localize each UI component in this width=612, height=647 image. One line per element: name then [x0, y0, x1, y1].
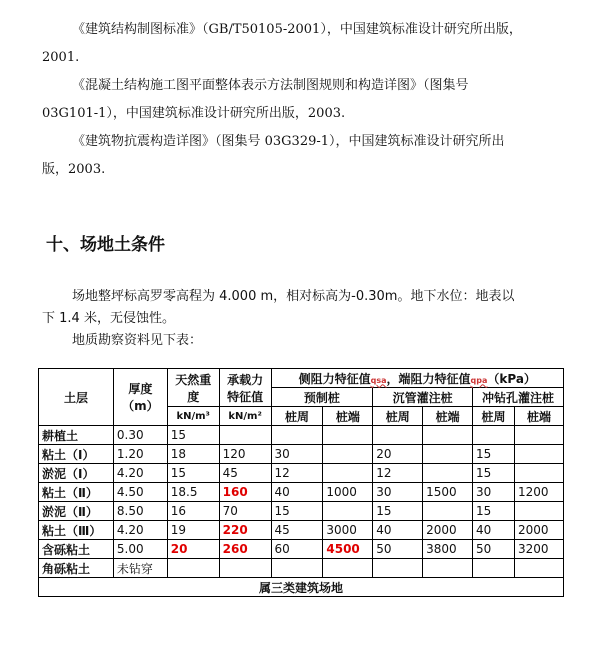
- cell-p3e: 1200: [514, 483, 563, 502]
- header-group-pre: 侧阻力特征值: [298, 371, 371, 386]
- cell-thick: 0.30: [113, 426, 167, 445]
- cell-name: 粘土（Ⅱ）: [39, 483, 114, 502]
- header-pile-precast: 预制桩: [271, 388, 373, 407]
- reference-1-line-2: 2001.: [42, 50, 80, 65]
- header-side: 桩周: [473, 407, 515, 426]
- header-resistance-group: [271, 369, 563, 388]
- header-layer: 土层: [39, 369, 114, 426]
- cell-p2s: 30: [373, 483, 423, 502]
- table-row: [39, 502, 564, 521]
- cell-p3e: 3200: [514, 540, 563, 559]
- cell-p3s: [473, 559, 515, 578]
- reference-1-line-1: 《建筑结构制图标准》（GB/T50105-2001），中国建筑标准设计研究所出版，: [72, 22, 522, 37]
- cell-p2s: 50: [373, 540, 423, 559]
- cell-p1s: [271, 559, 323, 578]
- soil-table: [38, 368, 564, 597]
- reference-1: [42, 16, 562, 72]
- cell-thick: 4.50: [113, 483, 167, 502]
- cell-density: 18: [167, 445, 219, 464]
- cell-p1s: 12: [271, 464, 323, 483]
- header-end: 桩端: [323, 407, 373, 426]
- cell-p2e: 2000: [423, 521, 473, 540]
- cell-p2e: [423, 426, 473, 445]
- table-row: [39, 483, 564, 502]
- cell-p1e: 1000: [323, 483, 373, 502]
- cell-p2s: 12: [373, 464, 423, 483]
- cell-p1s: [271, 426, 323, 445]
- table-row: [39, 521, 564, 540]
- header-density: [167, 369, 219, 407]
- cell-thick: 1.20: [113, 445, 167, 464]
- cell-thick: 8.50: [113, 502, 167, 521]
- header-pile-sunk: 沉管灌注桩: [373, 388, 473, 407]
- cell-p2e: 3800: [423, 540, 473, 559]
- header-row-1: [39, 369, 564, 388]
- header-bearing-line-2: 特征值: [227, 389, 264, 404]
- cell-density: 16: [167, 502, 219, 521]
- cell-p3s: 40: [473, 521, 515, 540]
- site-paragraph: [42, 286, 562, 330]
- cell-thick: 未钻穿: [113, 559, 167, 578]
- header-group-mid: ，端阻力特征值: [386, 371, 471, 386]
- cell-p3s: [473, 426, 515, 445]
- reference-3: [42, 128, 562, 184]
- header-side: 桩周: [271, 407, 323, 426]
- cell-name: 耕植土: [39, 426, 114, 445]
- cell-p3e: [514, 426, 563, 445]
- table-row: [39, 464, 564, 483]
- cell-p1s: 40: [271, 483, 323, 502]
- header-bearing-line-1: 承载力: [227, 372, 264, 387]
- cell-bearing: 70: [219, 502, 271, 521]
- cell-p2s: [373, 426, 423, 445]
- table-row: [39, 426, 564, 445]
- cell-p2e: [423, 559, 473, 578]
- header-group-post: （kPa）: [487, 371, 536, 386]
- header-density-line-2: 度: [187, 389, 200, 404]
- cell-p3s: 50: [473, 540, 515, 559]
- header-end: 桩端: [423, 407, 473, 426]
- header-group-sub-qpa: qpa: [470, 375, 488, 385]
- cell-p2s: 40: [373, 521, 423, 540]
- cell-thick: 4.20: [113, 464, 167, 483]
- reference-2-line-1: 《混凝土结构施工图平面整体表示方法制图规则和构造详图》（图集号: [72, 78, 469, 93]
- footer-row: [39, 578, 564, 597]
- cell-p2s: 15: [373, 502, 423, 521]
- cell-bearing: 160: [219, 483, 271, 502]
- cell-p3e: 2000: [514, 521, 563, 540]
- cell-name: 含砾粘土: [39, 540, 114, 559]
- cell-bearing: 220: [219, 521, 271, 540]
- cell-p1e: [323, 559, 373, 578]
- cell-density: 20: [167, 540, 219, 559]
- table-row: [39, 540, 564, 559]
- reference-3-line-2: 版，2003.: [42, 162, 106, 177]
- header-bearing-unit: kN/m²: [219, 407, 271, 426]
- cell-p1e: [323, 464, 373, 483]
- table-row: [39, 445, 564, 464]
- cell-p1e: [323, 502, 373, 521]
- cell-density: 19: [167, 521, 219, 540]
- cell-p2e: 1500: [423, 483, 473, 502]
- cell-p2e: [423, 464, 473, 483]
- header-thickness-line-1: 厚度: [128, 382, 153, 396]
- cell-p1s: 30: [271, 445, 323, 464]
- cell-p1e: 3000: [323, 521, 373, 540]
- table-footer: 属三类建筑场地: [39, 578, 564, 597]
- header-thickness: [113, 369, 167, 426]
- reference-3-line-1: 《建筑物抗震构造详图》（图集号 03G329-1），中国建筑标准设计研究所出: [72, 134, 505, 149]
- cell-density: [167, 559, 219, 578]
- header-thickness-line-2: （m）: [122, 399, 159, 413]
- cell-p3s: 30: [473, 483, 515, 502]
- cell-name: 淤泥（Ⅱ）: [39, 502, 114, 521]
- header-density-line-1: 天然重: [175, 372, 212, 387]
- cell-density: 15: [167, 464, 219, 483]
- cell-p3s: 15: [473, 445, 515, 464]
- cell-bearing: 45: [219, 464, 271, 483]
- cell-p2s: 20: [373, 445, 423, 464]
- cell-p1s: 60: [271, 540, 323, 559]
- cell-name: 淤泥（Ⅰ）: [39, 464, 114, 483]
- cell-p1s: 15: [271, 502, 323, 521]
- cell-density: 15: [167, 426, 219, 445]
- cell-p1s: 45: [271, 521, 323, 540]
- soil-table-body: [39, 426, 564, 578]
- header-bearing: [219, 369, 271, 407]
- table-row: [39, 559, 564, 578]
- cell-p1e: 4500: [323, 540, 373, 559]
- cell-p3s: 15: [473, 502, 515, 521]
- cell-p2e: [423, 502, 473, 521]
- cell-p3e: [514, 559, 563, 578]
- cell-p3e: [514, 502, 563, 521]
- cell-name: 粘土（Ⅲ）: [39, 521, 114, 540]
- cell-name: 粘土（Ⅰ）: [39, 445, 114, 464]
- cell-p3e: [514, 445, 563, 464]
- cell-p2e: [423, 445, 473, 464]
- header-density-unit: kN/m³: [167, 407, 219, 426]
- cell-thick: 4.20: [113, 521, 167, 540]
- section-title: 十、场地土条件: [46, 235, 165, 255]
- header-group-sub-qsa: qsa: [370, 375, 387, 385]
- cell-p2s: [373, 559, 423, 578]
- cell-p3e: [514, 464, 563, 483]
- cell-density: 18.5: [167, 483, 219, 502]
- cell-p3s: 15: [473, 464, 515, 483]
- cell-bearing: [219, 426, 271, 445]
- site-text-line-2: 下 1.4 米，无侵蚀性。: [42, 311, 175, 326]
- cell-thick: 5.00: [113, 540, 167, 559]
- cell-name: 角砾粘土: [39, 559, 114, 578]
- cell-p1e: [323, 426, 373, 445]
- header-pile-bored: 冲钻孔灌注桩: [473, 388, 564, 407]
- site-text-line-1: 场地整坪标高罗零高程为 4.000 m，相对标高为-0.30m。地下水位：地表以: [72, 289, 515, 304]
- cell-bearing: 120: [219, 445, 271, 464]
- cell-p1e: [323, 445, 373, 464]
- survey-text: 地质勘察资料见下表：: [72, 333, 203, 348]
- cell-bearing: 260: [219, 540, 271, 559]
- cell-bearing: [219, 559, 271, 578]
- header-end: 桩端: [514, 407, 563, 426]
- reference-2-line-2: 03G101-1），中国建筑标准设计研究所出版，2003.: [42, 106, 346, 121]
- header-side: 桩周: [373, 407, 423, 426]
- reference-2: [42, 72, 562, 128]
